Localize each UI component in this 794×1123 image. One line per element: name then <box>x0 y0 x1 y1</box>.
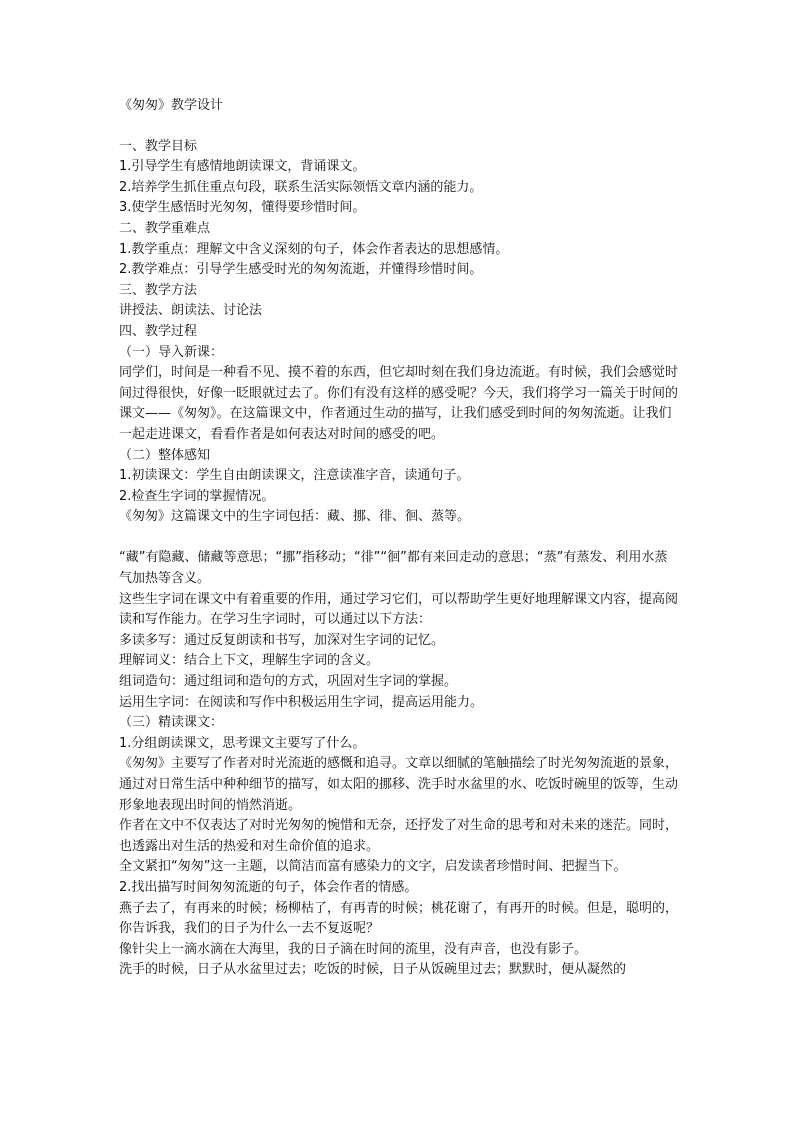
document-body <box>119 96 679 981</box>
heading-key-points: 二、教学重难点 <box>119 220 211 236</box>
quote-washing: 洗手的时候，日子从水盆里过去；吃饭的时候，日子从饭碗里过去；默默时，便从凝然的 <box>119 962 627 978</box>
subheading-overview: （二）整体感知 <box>119 447 211 463</box>
method-apply: 运用生字词：在阅读和写作中积极运用生字词，提高运用能力。 <box>119 694 484 710</box>
objective-2: 2.培养学生抓住重点句段，联系生活实际领悟文章内涵的能力。 <box>119 179 483 195</box>
document-title: 《匆匆》教学设计 <box>119 98 224 113</box>
close-reading-step-2: 2.找出描写时间匆匆流逝的句子，体会作者的情感。 <box>119 879 418 895</box>
heading-process: 四、教学过程 <box>119 323 198 339</box>
methods-text: 讲授法、朗读法、讨论法 <box>119 303 263 319</box>
overview-step-1: 1.初读课文：学生自由朗读课文，注意读准字音，读通句子。 <box>119 468 470 484</box>
vocab-list: 《匆匆》这篇课文中的生字词包括：藏、挪、徘、徊、蒸等。 <box>119 509 471 525</box>
theme-paragraph: 全文紧扣“匆匆”这一主题，以简洁而富有感染力的文字，启发读者珍惜时间、把握当下。 <box>119 859 627 875</box>
blank-line <box>119 528 679 549</box>
close-reading-step-1: 1.分组朗读课文，思考课文主要写了什么。 <box>119 735 366 751</box>
emotion-paragraph: 作者在文中不仅表达了对时光匆匆的惋惜和无奈，还抒发了对生命的思考和对未来的迷茫。同时，也透露出对生活的热爱和对生命价值的追求。 <box>119 818 679 854</box>
quote-needle: 像针尖上一滴水滴在大海里，我的日子滴在时间的流里，没有声音，也没有影子。 <box>119 941 588 957</box>
quote-swallows: 燕子去了，有再来的时候；杨柳枯了，有再青的时候；桃花谢了，有再开的时候。但是，聪明的，你告诉我，我们的日子为什么一去不复返呢？ <box>119 900 679 937</box>
heading-methods: 三、教学方法 <box>119 282 198 298</box>
key-point-2: 2.教学难点：引导学生感受时光的匆匆流逝，并懂得珍惜时间。 <box>119 262 483 278</box>
overview-step-2: 2.检查生字词的掌握情况。 <box>119 488 275 504</box>
method-compose: 组词造句：通过组词和造句的方式，巩固对生字词的掌握。 <box>119 674 458 690</box>
summary-paragraph: 《匆匆》主要写了作者对时光流逝的感慨和追寻。文章以细腻的笔触描绘了时光匆匆流逝的景象，通过对日常生活中种种细节的描写，如太阳的挪移、洗手时水盆里的水、吃饭时碗里的饭等，生动形象地表现出时间的悄然消逝。 <box>119 756 679 813</box>
subheading-intro: （一）导入新课： <box>119 344 224 360</box>
method-understand: 理解词义：结合上下文，理解生字词的含义。 <box>119 653 380 669</box>
vocab-importance: 这些生字词在课文中有着重要的作用，通过学习它们，可以帮助学生更好地理解课文内容，提高阅读和写作能力。在学习生字词时，可以通过以下方法： <box>119 591 679 628</box>
objective-1: 1.引导学生有感情地朗读课文，背诵课文。 <box>119 159 366 175</box>
vocab-meanings: “藏”有隐藏、储藏等意思；“挪”指移动；“徘”“徊”都有来回走动的意思；“蒸”有蒸发、利用水蒸气加热等含义。 <box>119 550 668 587</box>
key-point-1: 1.教学重点：理解文中含义深刻的句子，体会作者表达的思想感情。 <box>119 241 509 257</box>
method-read-write: 多读多写：通过反复朗读和书写，加深对生字词的记忆。 <box>119 632 445 648</box>
subheading-close-reading: （三）精读课文： <box>119 715 224 731</box>
intro-paragraph: 同学们，时间是一种看不见、摸不着的东西，但它却时刻在我们身边流逝。有时候，我们会感觉时间过得很快，好像一眨眼就过去了。你们有没有这样的感受呢？今天，我们将学习一篇关于时间的课文——《匆匆》。在这篇课文中，作者通过生动的描写，让我们感受到时间的匆匆流逝。让我们一起走进课文，看看作者是如何表达对时间的感受的吧。 <box>119 365 679 442</box>
objective-3: 3.使学生感悟时光匆匆，懂得要珍惜时间。 <box>119 200 366 216</box>
heading-objectives: 一、教学目标 <box>119 138 198 154</box>
